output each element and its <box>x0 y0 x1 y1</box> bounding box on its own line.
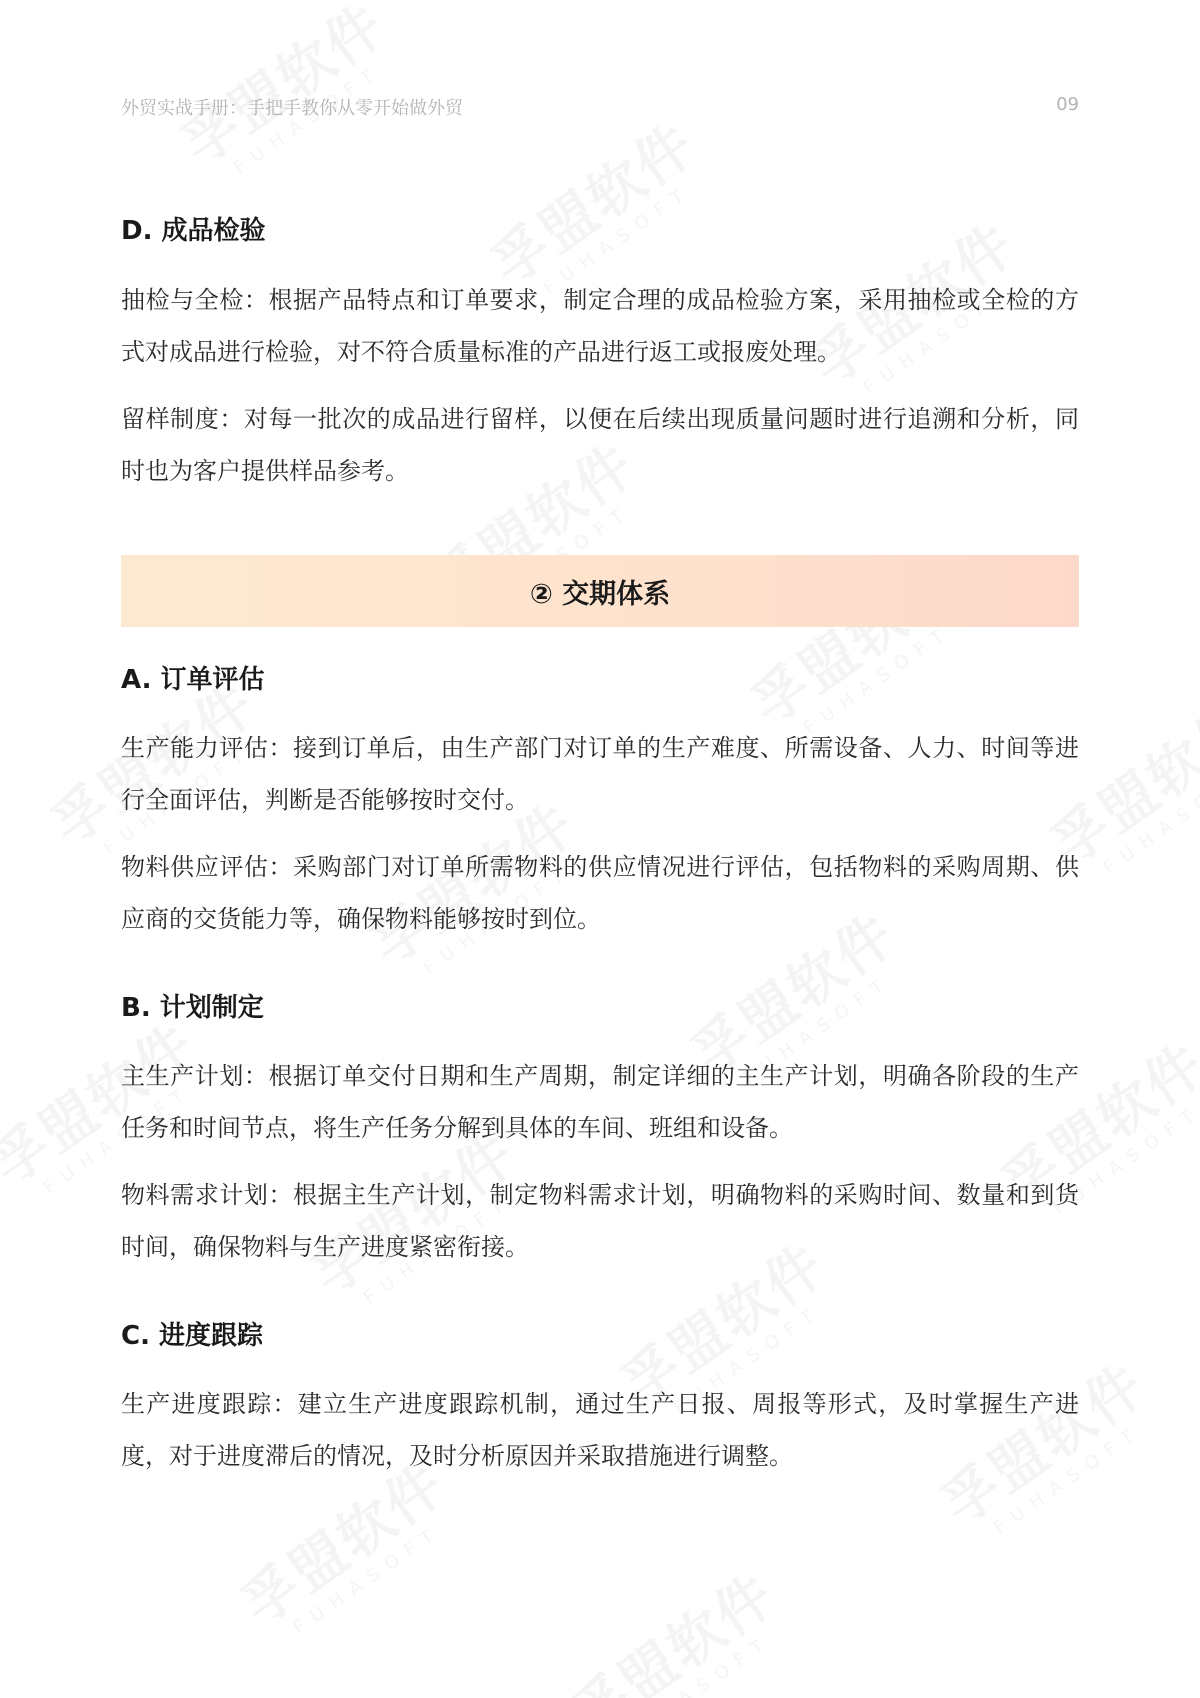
page-content <box>121 210 1079 1482</box>
paragraph-b-2: 物料需求计划：根据主生产计划，制定物料需求计划，明确物料的采购时间、数量和到货时间，确保物料与生产进度紧密衔接。 <box>121 1181 1079 1261</box>
section-heading-b: B. 计划制定 <box>121 993 264 1023</box>
section-heading-c: C. 进度跟踪 <box>121 1321 264 1351</box>
section-heading-d: D. 成品检验 <box>121 216 266 246</box>
paragraph-d-1: 抽检与全检：根据产品特点和订单要求，制定合理的成品检验方案，采用抽检或全检的方式对成品进行检验，对不符合质量标准的产品进行返工或报废处理。 <box>121 286 1079 366</box>
section-banner <box>121 555 1079 627</box>
page-number: 09 <box>1056 94 1079 115</box>
paragraph-c-1: 生产进度跟踪：建立生产进度跟踪机制，通过生产日报、周报等形式，及时掌握生产进度，对于进度滞后的情况，及时分析原因并采取措施进行调整。 <box>121 1390 1079 1470</box>
paragraph-b-1: 主生产计划：根据订单交付日期和生产周期，制定详细的主生产计划，明确各阶段的生产任务和时间节点，将生产任务分解到具体的车间、班组和设备。 <box>121 1062 1079 1142</box>
paragraph-a-1: 生产能力评估：接到订单后，由生产部门对订单的生产难度、所需设备、人力、时间等进行全面评估，判断是否能够按时交付。 <box>121 734 1079 814</box>
paragraph-a-2: 物料供应评估：采购部门对订单所需物料的供应情况进行评估，包括物料的采购周期、供应商的交货能力等，确保物料能够按时到位。 <box>121 853 1079 933</box>
paragraph-d-2: 留样制度：对每一批次的成品进行留样，以便在后续出现质量问题时进行追溯和分析，同时也为客户提供样品参考。 <box>121 405 1079 485</box>
page-header <box>121 94 1079 120</box>
watermark <box>553 1552 799 1698</box>
header-title: 外贸实战手册：手把手教你从零开始做外贸 <box>121 98 463 119</box>
section-banner-title: ② 交期体系 <box>529 578 671 610</box>
section-heading-a: A. 订单评估 <box>121 665 265 695</box>
